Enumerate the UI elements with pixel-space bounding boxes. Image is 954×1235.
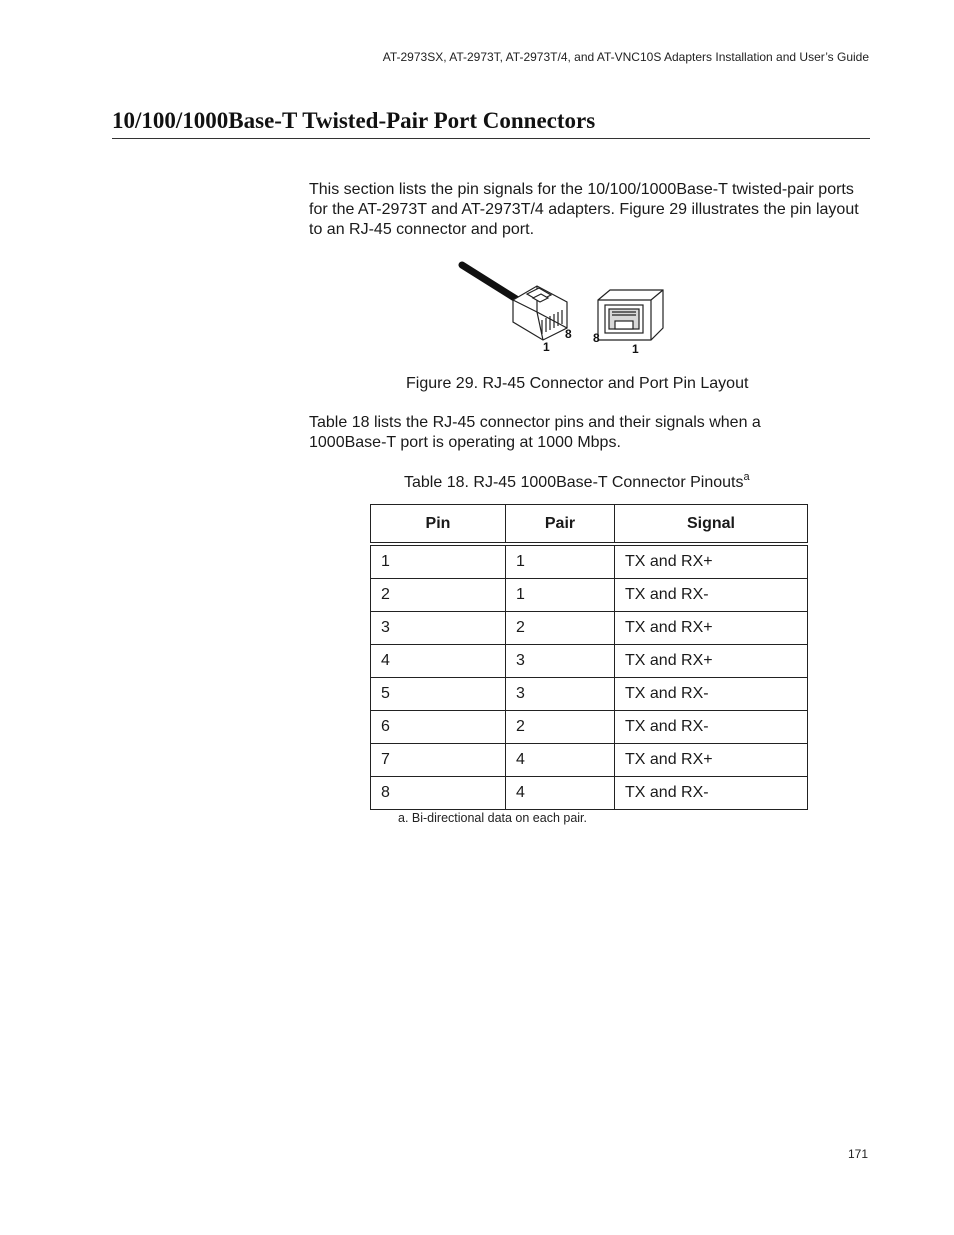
table-row: [371, 612, 808, 645]
cell-pair: 3: [506, 678, 615, 711]
cell-pair: 2: [506, 711, 615, 744]
cell-pin: 2: [371, 579, 506, 612]
cell-signal: TX and RX-: [615, 777, 808, 810]
cell-pin: 1: [371, 544, 506, 579]
table-row: [371, 579, 808, 612]
cell-signal: TX and RX-: [615, 579, 808, 612]
cell-pin: 4: [371, 645, 506, 678]
plug-pin-label-right: 8: [565, 327, 572, 341]
table-row: [371, 544, 808, 579]
header-signal: Signal: [615, 505, 808, 545]
pinout-table: [370, 504, 808, 810]
plug-pin-label-left: 1: [543, 340, 550, 354]
table-row: [371, 678, 808, 711]
running-header: AT-2973SX, AT-2973T, AT-2973T/4, and AT-VNC10S Adapters Installation and User’s Guide: [382, 50, 869, 64]
table-footnote: a. Bi-directional data on each pair.: [398, 811, 588, 825]
cell-pair: 2: [506, 612, 615, 645]
cell-pin: 3: [371, 612, 506, 645]
rj45-connector-port-illustration: [455, 258, 670, 358]
table-row: [371, 777, 808, 810]
table-row: [371, 645, 808, 678]
cell-pin: 5: [371, 678, 506, 711]
cell-signal: TX and RX+: [615, 744, 808, 777]
rj45-port: [598, 290, 663, 340]
cell-pair: 1: [506, 544, 615, 579]
cell-pin: 8: [371, 777, 506, 810]
cell-pair: 4: [506, 744, 615, 777]
table-header-row: [371, 505, 808, 545]
section-title: 10/100/1000Base-T Twisted-Pair Port Connectors: [112, 108, 870, 139]
cell-signal: TX and RX+: [615, 645, 808, 678]
cell-pin: 6: [371, 711, 506, 744]
rj45-plug: [513, 286, 567, 340]
cell-signal: TX and RX+: [615, 612, 808, 645]
cell-pair: 4: [506, 777, 615, 810]
page-number: 171: [847, 1147, 868, 1161]
table-row: [371, 711, 808, 744]
cell-pair: 1: [506, 579, 615, 612]
table-row: [371, 744, 808, 777]
table-caption-text: Table 18. RJ-45 1000Base-T Connector Pinouts: [404, 474, 744, 491]
intro-paragraph: This section lists the pin signals for the 10/100/1000Base-T twisted-pair ports for the AT-2973T and AT-2973T/4 adapters. Figure 29 illustrates the pin layout to an RJ-45 connector and port.: [309, 181, 859, 238]
cell-signal: TX and RX-: [615, 678, 808, 711]
cell-signal: TX and RX-: [615, 711, 808, 744]
table-caption: [404, 471, 750, 492]
header-pair: Pair: [506, 505, 615, 545]
header-pin: Pin: [371, 505, 506, 545]
port-pin-label-left: 8: [593, 331, 600, 345]
rj45-figure: [455, 258, 670, 358]
table-caption-footnote-mark: a: [743, 471, 750, 483]
cell-signal: TX and RX+: [615, 544, 808, 579]
port-pin-label-right: 1: [632, 342, 639, 356]
table-intro-paragraph: Table 18 lists the RJ-45 connector pins and their signals when a 1000Base-T port is operating at 1000 Mbps.: [309, 414, 761, 451]
cell-pair: 3: [506, 645, 615, 678]
cell-pin: 7: [371, 744, 506, 777]
figure-caption: Figure 29. RJ-45 Connector and Port Pin Layout: [406, 375, 749, 392]
